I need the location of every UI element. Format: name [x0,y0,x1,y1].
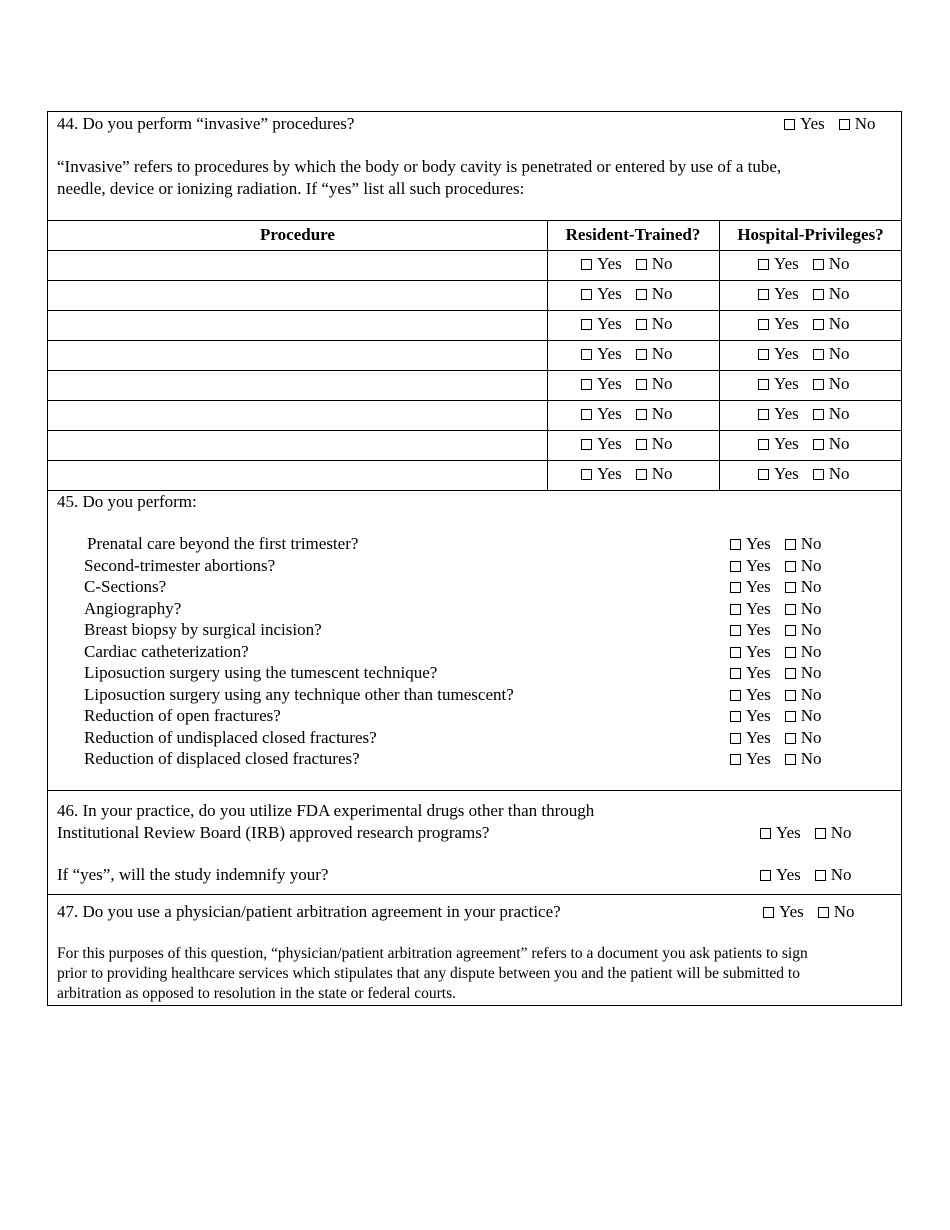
checkbox-icon[interactable] [784,119,795,130]
q44-no-option[interactable]: No [839,114,876,134]
q47-yes-option[interactable]: Yes [763,902,804,922]
hospital-privileges-no-option[interactable]: No [813,464,850,484]
q45-item-label: Reduction of displaced closed fractures? [84,749,360,768]
q45-question: 45. Do you perform: [57,492,197,511]
checkbox-icon[interactable] [785,711,796,722]
checkbox-icon[interactable] [730,754,741,765]
hospital-privileges-yes-option[interactable]: Yes [758,404,799,424]
q46-followup-yes-option[interactable]: Yes [760,865,801,885]
resident-trained-yes-no [581,344,673,364]
checkbox-icon[interactable] [785,690,796,701]
checkbox-icon[interactable] [758,349,769,360]
checkbox-icon[interactable] [730,711,741,722]
checkbox-icon[interactable] [785,733,796,744]
checkbox-icon[interactable] [758,409,769,420]
questionnaire-form [47,111,902,1006]
checkbox-icon[interactable] [636,349,647,360]
hospital-privileges-yes-no [758,434,850,454]
q44-yes-no [784,114,876,134]
checkbox-icon[interactable] [581,409,592,420]
q45-item-label: Reduction of undisplaced closed fractures? [84,727,377,747]
q45-item-yes-no [730,556,822,576]
checkbox-icon[interactable] [730,582,741,593]
q45-item-no-option[interactable]: No [785,599,822,619]
resident-trained-no-option[interactable]: No [636,284,673,304]
q45-item-label: Prenatal care beyond the first trimester? [87,534,359,553]
resident-trained-yes-option[interactable]: Yes [581,404,622,424]
checkbox-icon[interactable] [813,349,824,360]
checkbox-icon[interactable] [636,439,647,450]
hospital-privileges-no-option[interactable]: No [813,434,850,454]
q46-yes-option[interactable]: Yes [760,823,801,843]
q47-note-line: arbitration as opposed to resolution in the state or federal courts. [57,985,457,1002]
checkbox-icon[interactable] [730,647,741,658]
q47-question: 47. Do you use a physician/patient arbitration agreement in your practice? [57,902,561,921]
q45-item-yes-no [730,599,822,619]
checkbox-icon[interactable] [785,647,796,658]
q44-yes-option[interactable]: Yes [784,114,825,134]
resident-trained-yes-option[interactable]: Yes [581,464,622,484]
q47-note-line: For this purposes of this question, “physician/patient arbitration agreement” refers to a document you ask patients to sign [57,945,808,962]
resident-trained-no-option[interactable]: No [636,314,673,334]
q45-item-label: Liposuction surgery using any technique other than tumescent? [84,684,514,704]
checkbox-icon[interactable] [815,870,826,881]
hospital-privileges-yes-option[interactable]: Yes [758,374,799,394]
q45-item-label: Angiography? [84,598,182,618]
hospital-privileges-no-option[interactable]: No [813,374,850,394]
checkbox-icon[interactable] [785,582,796,593]
hospital-privileges-no-option[interactable]: No [813,404,850,424]
hospital-privileges-yes-option[interactable]: Yes [758,434,799,454]
hospital-privileges-no-option[interactable]: No [813,314,850,334]
checkbox-icon[interactable] [813,259,824,270]
resident-trained-yes-no [581,284,673,304]
checkbox-icon[interactable] [581,349,592,360]
checkbox-icon[interactable] [730,668,741,679]
checkbox-icon[interactable] [813,379,824,390]
checkbox-icon[interactable] [730,733,741,744]
checkbox-icon[interactable] [763,907,774,918]
q45-item-yes-option[interactable]: Yes [730,556,771,576]
checkbox-icon[interactable] [813,409,824,420]
resident-trained-no-option[interactable]: No [636,404,673,424]
checkbox-icon[interactable] [785,604,796,615]
q45-item-label: Reduction of open fractures? [84,706,281,725]
checkbox-icon[interactable] [813,319,824,330]
checkbox-icon[interactable] [730,625,741,636]
checkbox-icon[interactable] [760,828,771,839]
resident-trained-yes-option[interactable]: Yes [581,344,622,364]
q46-yes-no [760,823,852,843]
hospital-privileges-yes-no [758,284,850,304]
resident-trained-yes-no [581,254,673,274]
hospital-privileges-no-option[interactable]: No [813,284,850,304]
q45-item-no-option[interactable]: No [785,620,822,640]
checkbox-icon[interactable] [636,409,647,420]
checkbox-icon[interactable] [758,469,769,480]
q45-item-label: Second-trimester abortions? [84,555,276,575]
q45-item-yes-option[interactable]: Yes [730,749,771,769]
checkbox-icon[interactable] [636,319,647,330]
procedure-column-header: Procedure [260,225,335,244]
q47-no-option[interactable]: No [818,902,855,922]
q45-item-no-option[interactable]: No [785,642,822,662]
resident-trained-yes-option[interactable]: Yes [581,314,622,334]
resident-trained-yes-no [581,314,673,334]
q45-item-label: C-Sections? [84,577,167,596]
hospital-privileges-yes-option[interactable]: Yes [758,464,799,484]
checkbox-icon[interactable] [813,439,824,450]
q45-item-label: Breast biopsy by surgical incision? [84,620,322,639]
resident-trained-yes-option[interactable]: Yes [581,434,622,454]
hospital-privileges-no-option[interactable]: No [813,344,850,364]
q45-item-no-option[interactable]: No [785,706,822,726]
q45-item-label: Liposuction surgery using the tumescent technique? [84,663,438,682]
checkbox-icon[interactable] [581,469,592,480]
q45-item-no-option[interactable]: No [785,685,822,705]
q47-note-line: prior to providing healthcare services which stipulates that any dispute between you and the patient will be submitted to [57,965,800,982]
hospital-privileges-yes-no [758,464,850,484]
hospital-privileges-column-header: Hospital-Privileges? [737,225,884,244]
resident-trained-no-option[interactable]: No [636,464,673,484]
checkbox-icon[interactable] [758,439,769,450]
hospital-privileges-yes-option[interactable]: Yes [758,344,799,364]
q45-item-yes-no [730,663,822,683]
q45-item-label: Cardiac catheterization? [84,641,249,661]
resident-trained-yes-no [581,374,673,394]
checkbox-icon[interactable] [813,289,824,300]
hospital-privileges-yes-no [758,314,850,334]
q46-no-option[interactable]: No [815,823,852,843]
q45-item-no-option[interactable]: No [785,534,822,554]
hospital-privileges-yes-no [758,344,850,364]
q45-item-yes-option[interactable]: Yes [730,706,771,726]
q45-item-no-option[interactable]: No [785,663,822,683]
resident-trained-yes-no [581,464,673,484]
q46-question-line2: Institutional Review Board (IRB) approved research programs? [57,823,490,842]
resident-trained-no-option[interactable]: No [636,344,673,364]
q45-item-yes-option[interactable]: Yes [730,685,771,705]
q44-definition-line: needle, device or ionizing radiation. If “yes” list all such procedures: [57,179,525,198]
hospital-privileges-no-option[interactable]: No [813,254,850,274]
resident-trained-yes-no [581,434,673,454]
q44-question: 44. Do you perform “invasive” procedures? [57,114,355,133]
checkbox-icon[interactable] [785,561,796,572]
q45-item-no-option[interactable]: No [785,556,822,576]
hospital-privileges-yes-option[interactable]: Yes [758,254,799,274]
checkbox-icon[interactable] [581,289,592,300]
checkbox-icon[interactable] [581,319,592,330]
q45-item-yes-no [730,706,822,726]
hospital-privileges-yes-no [758,374,850,394]
q45-item-yes-no [730,642,822,662]
q45-item-yes-option[interactable]: Yes [730,642,771,662]
resident-trained-yes-option[interactable]: Yes [581,284,622,304]
checkbox-icon[interactable] [785,539,796,550]
hospital-privileges-yes-option[interactable]: Yes [758,314,799,334]
q45-item-no-option[interactable]: No [785,728,822,748]
q44-definition [57,156,887,200]
q45-item-yes-option[interactable]: Yes [730,534,771,554]
q45-item-yes-option[interactable]: Yes [730,577,771,597]
checkbox-icon[interactable] [839,119,850,130]
checkbox-icon[interactable] [730,604,741,615]
hospital-privileges-yes-no [758,254,850,274]
q45-item-yes-no [730,685,822,705]
checkbox-icon[interactable] [785,754,796,765]
checkbox-icon[interactable] [636,379,647,390]
hospital-privileges-yes-option[interactable]: Yes [758,284,799,304]
checkbox-icon[interactable] [581,259,592,270]
q46-followup-yes-no [760,865,852,885]
checkbox-icon[interactable] [581,379,592,390]
resident-trained-yes-option[interactable]: Yes [581,374,622,394]
checkbox-icon[interactable] [785,668,796,679]
checkbox-icon[interactable] [636,259,647,270]
checkbox-icon[interactable] [636,469,647,480]
checkbox-icon[interactable] [730,690,741,701]
q45-item-yes-no [730,749,822,769]
checkbox-icon[interactable] [730,561,741,572]
checkbox-icon[interactable] [818,907,829,918]
q45-item-yes-option[interactable]: Yes [730,663,771,683]
checkbox-icon[interactable] [581,439,592,450]
checkbox-icon[interactable] [730,539,741,550]
q45-item-yes-no [730,728,822,748]
q45-item-yes-option[interactable]: Yes [730,728,771,748]
checkbox-icon[interactable] [758,289,769,300]
resident-trained-no-option[interactable]: No [636,254,673,274]
checkbox-icon[interactable] [785,625,796,636]
checkbox-icon[interactable] [813,469,824,480]
q45-item-yes-option[interactable]: Yes [730,620,771,640]
q46-question-line1: 46. In your practice, do you utilize FDA experimental drugs other than through [57,801,595,820]
resident-trained-yes-option[interactable]: Yes [581,254,622,274]
checkbox-icon[interactable] [758,259,769,270]
q45-item-yes-no [730,534,822,554]
checkbox-icon[interactable] [760,870,771,881]
resident-trained-column-header: Resident-Trained? [565,225,701,244]
checkbox-icon[interactable] [758,319,769,330]
checkbox-icon[interactable] [815,828,826,839]
q46-followup: If “yes”, will the study indemnify your? [57,865,329,884]
q47-yes-no [763,902,855,922]
q45-item-yes-no [730,620,822,640]
q47-note [57,944,887,1004]
hospital-privileges-yes-no [758,404,850,424]
resident-trained-yes-no [581,404,673,424]
q45-item-no-option[interactable]: No [785,577,822,597]
q44-definition-line: “Invasive” refers to procedures by which the body or body cavity is penetrated or entered by use of a tube, [57,157,782,176]
checkbox-icon[interactable] [636,289,647,300]
resident-trained-no-option[interactable]: No [636,434,673,454]
resident-trained-no-option[interactable]: No [636,374,673,394]
checkbox-icon[interactable] [758,379,769,390]
q46-followup-no-option[interactable]: No [815,865,852,885]
q45-item-no-option[interactable]: No [785,749,822,769]
q45-item-yes-option[interactable]: Yes [730,599,771,619]
q45-item-yes-no [730,577,822,597]
